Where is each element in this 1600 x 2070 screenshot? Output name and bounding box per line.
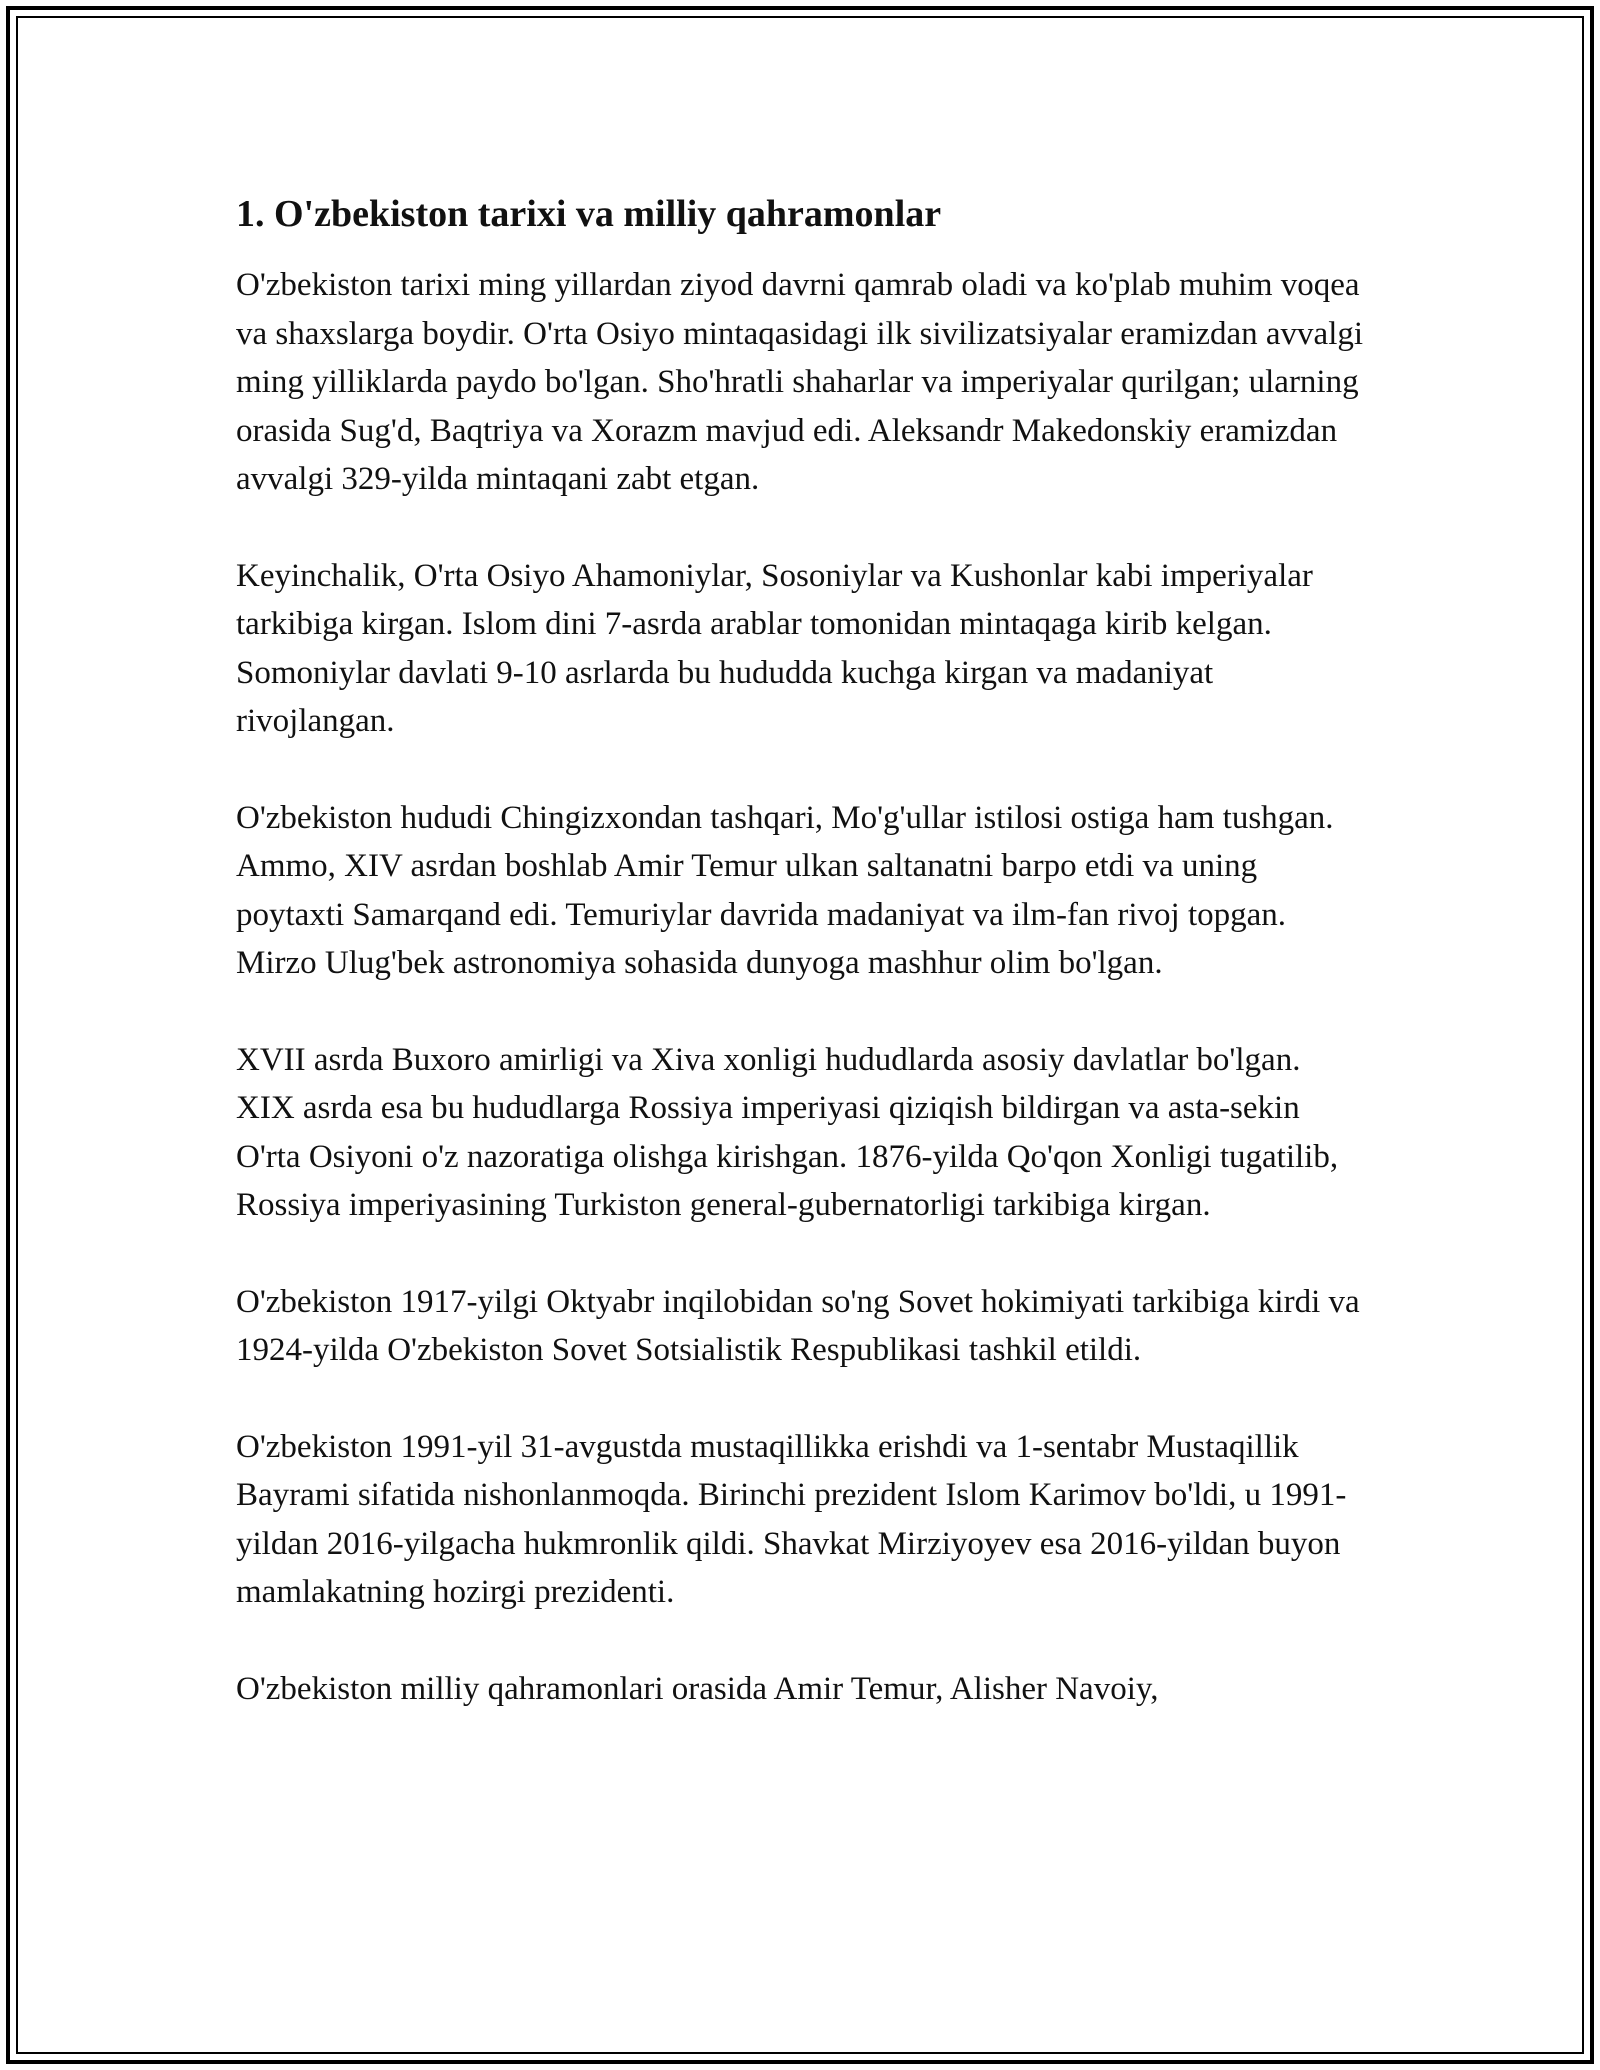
paragraph-soviet-period: O'zbekiston 1917-yilgi Oktyabr inqilobidan so'ng Sovet hokimiyati tarkibiga kirdi va 1924-yilda O'zbekiston Sovet Sotsialistik Respublikasi tashkil etildi. — [236, 1283, 1360, 1368]
section-heading: 1. O'zbekiston tarixi va milliy qahramonlar — [236, 193, 942, 235]
document-body — [236, 185, 1366, 1761]
paragraph-khanates-russia: XVII asrda Buxoro amirligi va Xiva xonligi hududlarda asosiy davlatlar bo'lgan. XIX asrda esa bu hududlarga Rossiya imperiyasi qiziqish bildirgan va asta-sekin O'rta Osiyoni o'z nazoratiga olishga kirishgan. 1876-yilda Qo'qon Xonligi tugatilib, Rossiya imperiyasining Turkiston general-gubernatorligi tarkibiga kirgan. — [236, 1041, 1339, 1223]
paragraph-mongols-timurids: O'zbekiston hududi Chingizxondan tashqari, Mo'g'ullar istilosi ostiga ham tushgan. Ammo, XIV asrdan boshlab Amir Temur ulkan saltanatni barpo etdi va uning poytaxti Samarqand edi. Temuriylar davrida madaniyat va ilm-fan rivoj topgan. Mirzo Ulug'bek astronomiya sohasida dunyoga mashhur olim bo'lgan. — [236, 799, 1334, 981]
paragraph-national-heroes: O'zbekiston milliy qahramonlari orasida Amir Temur, Alisher Navoiy, — [236, 1670, 1159, 1707]
paragraph-empires-islam: Keyinchalik, O'rta Osiyo Ahamoniylar, Sosoniylar va Kushonlar kabi imperiyalar tarkibiga kirgan. Islom dini 7-asrda arablar tomonidan mintaqaga kirib kelgan. Somoniylar davlati 9-10 asrlarda bu hududda kuchga kirgan va madaniyat rivojlangan. — [236, 557, 1313, 739]
paragraph-ancient-history: O'zbekiston tarixi ming yillardan ziyod davrni qamrab oladi va ko'plab muhim voqea va shaxslarga boydir. O'rta Osiyo mintaqasidagi ilk sivilizatsiyalar eramizdan avvalgi ming yilliklarda paydo bo'lgan. Sho'hratli shaharlar va imperiyalar qurilgan; ularning orasida Sug'd, Baqtriya va Xorazm mavjud edi. Aleksandr Makedonskiy eramizdan avvalgi 329-yilda mintaqani zabt etgan. — [236, 267, 1364, 497]
paragraph-independence: O'zbekiston 1991-yil 31-avgustda mustaqillikka erishdi va 1-sentabr Mustaqillik Bayrami sifatida nishonlanmoqda. Birinchi prezident Islom Karimov bo'ldi, u 1991-yildan 2016-yilgacha hukmronlik qildi. Shavkat Mirziyoyev esa 2016-yildan buyon mamlakatning hozirgi prezidenti. — [236, 1428, 1347, 1610]
